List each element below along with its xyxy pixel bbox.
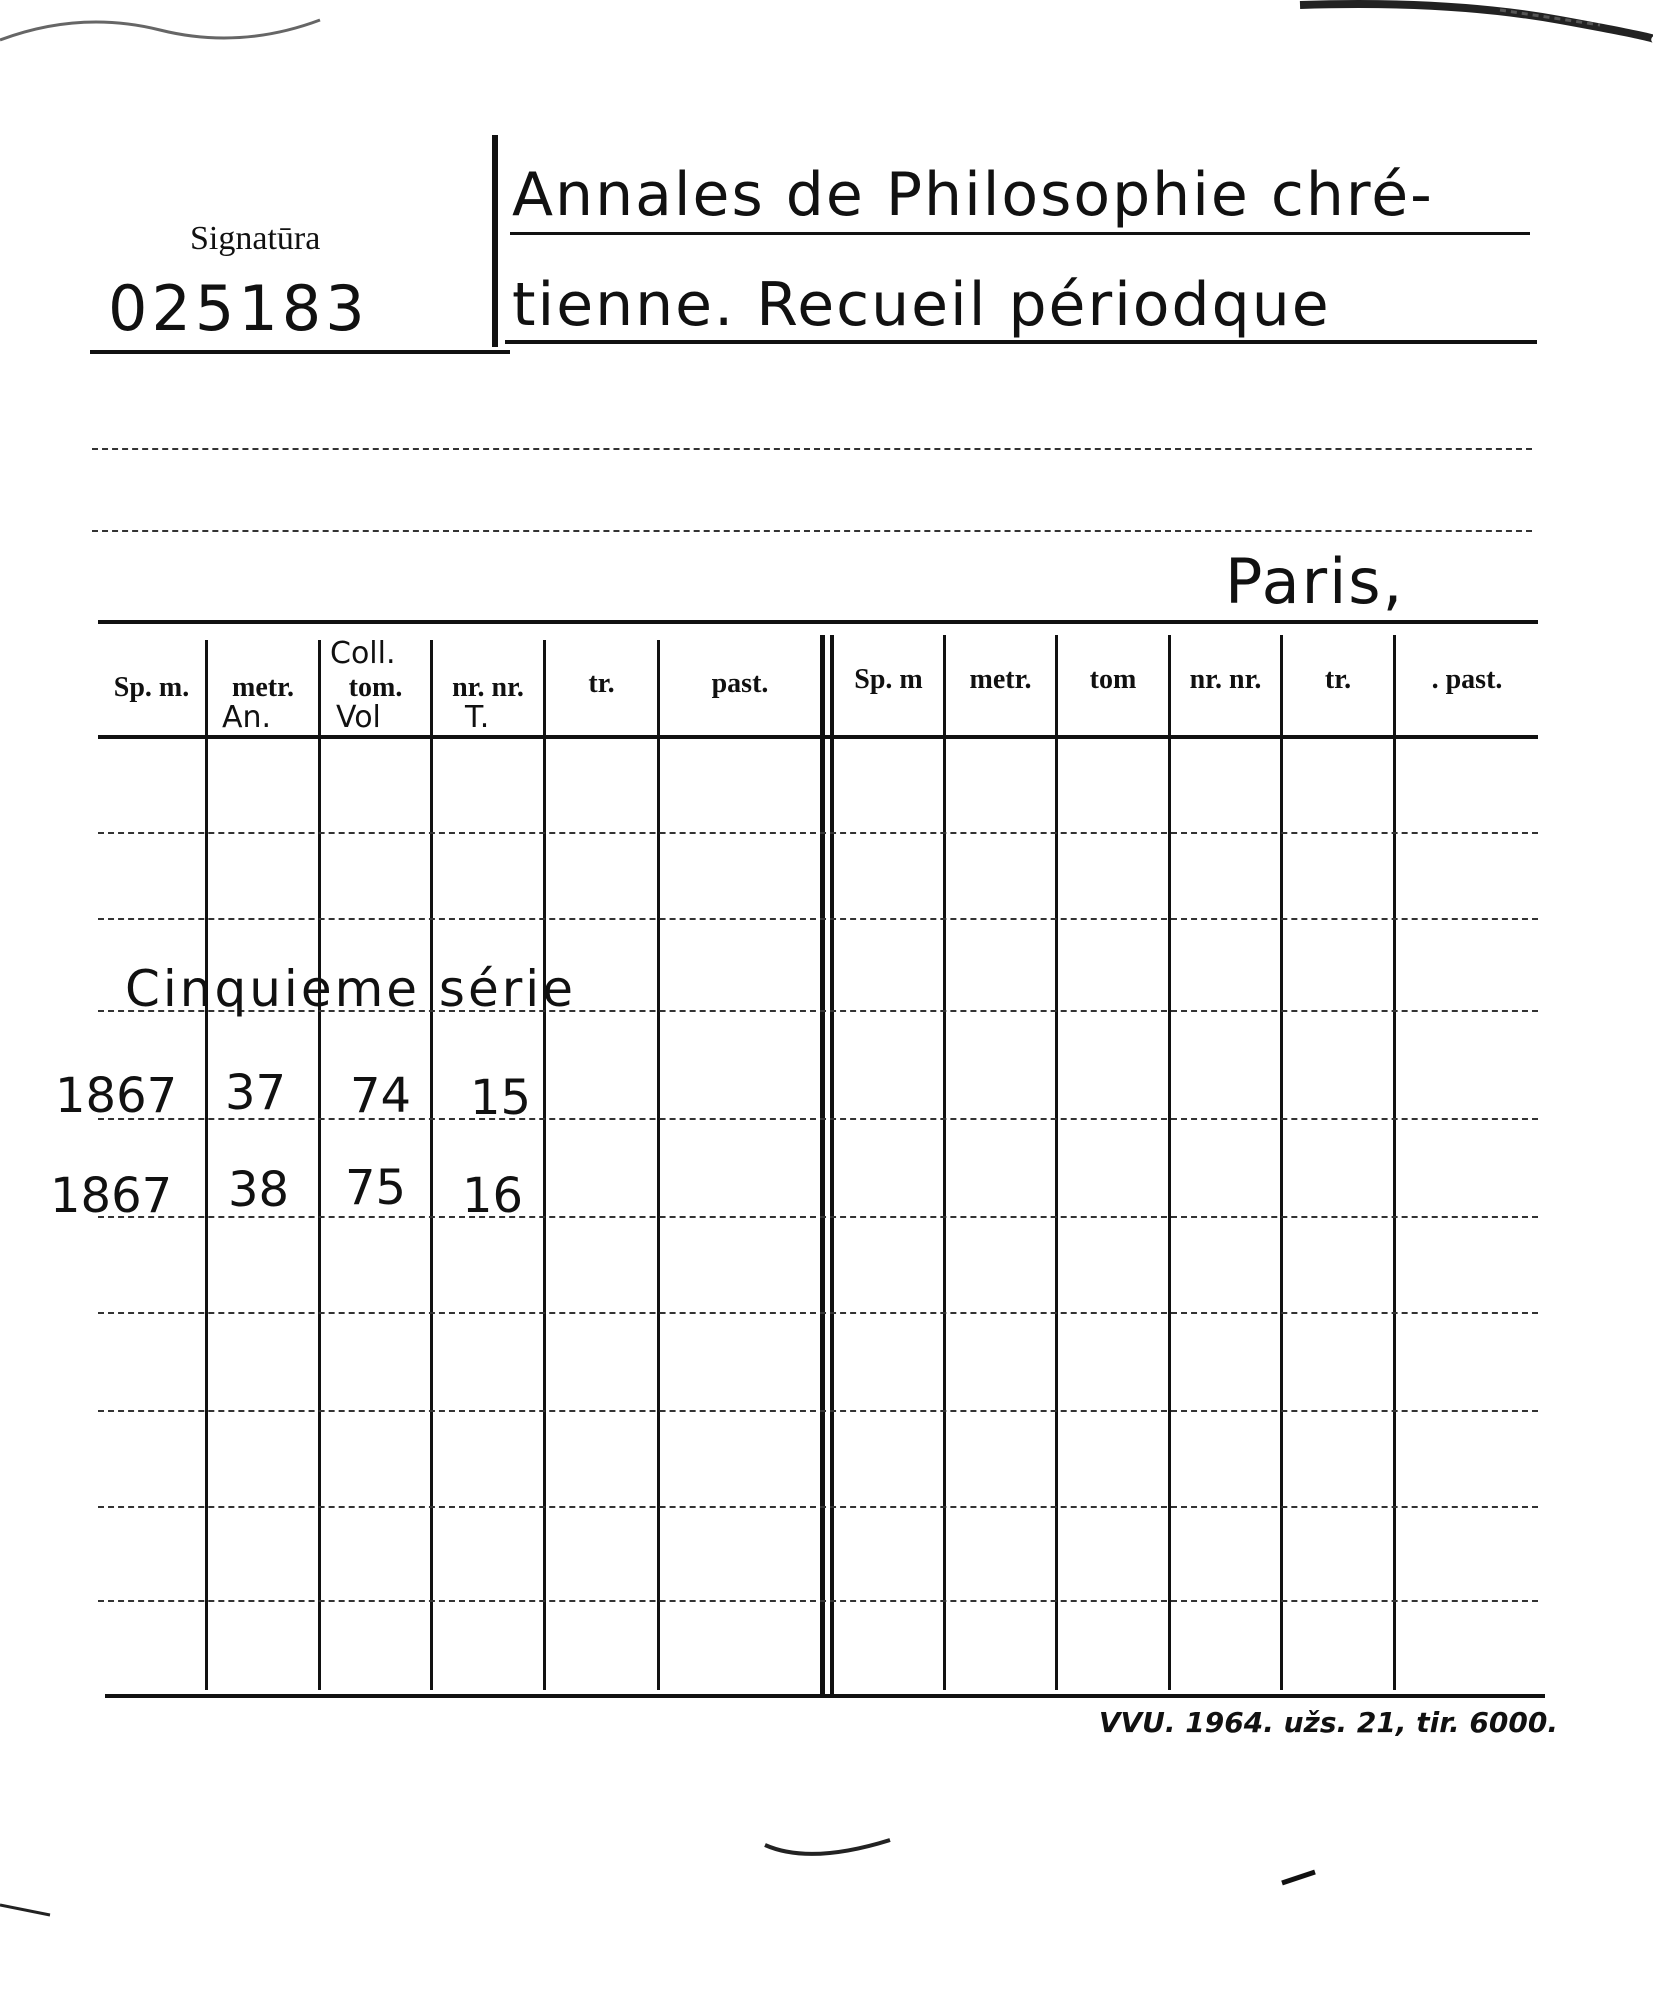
col-sub-vol: Vol bbox=[336, 700, 381, 735]
cell-an: 37 bbox=[225, 1065, 287, 1121]
table-header-bottom-border bbox=[98, 735, 1538, 739]
column-divider bbox=[1393, 635, 1396, 1690]
col-header-tom: tom. bbox=[348, 672, 403, 703]
cell-year: 1867 bbox=[50, 1168, 173, 1224]
row-line bbox=[98, 1600, 1538, 1602]
scan-mark-decoration bbox=[1280, 1868, 1320, 1888]
title-line-1-underline bbox=[510, 232, 1530, 235]
col-sub-t: T. bbox=[465, 700, 490, 735]
middle-divider bbox=[820, 635, 825, 1695]
scan-mark-decoration bbox=[760, 1830, 900, 1870]
cell-year: 1867 bbox=[55, 1068, 178, 1124]
table-bottom-border bbox=[105, 1694, 1545, 1698]
col-header-tr: tr. bbox=[588, 668, 615, 699]
col-header-sp-m-right: Sp. m bbox=[854, 664, 923, 695]
column-divider bbox=[430, 640, 433, 1690]
column-divider bbox=[657, 640, 660, 1690]
table-top-border bbox=[98, 620, 1538, 624]
row-line bbox=[98, 1118, 1538, 1120]
col-header-tom-right: tom bbox=[1089, 664, 1137, 695]
middle-divider bbox=[830, 635, 834, 1695]
col-header-tr-right: tr. bbox=[1324, 664, 1352, 695]
scan-mark-decoration bbox=[0, 1895, 60, 1925]
column-divider bbox=[1168, 635, 1171, 1690]
col-header-metr-right: metr. bbox=[969, 664, 1032, 695]
cell-an: 38 bbox=[228, 1162, 290, 1218]
cell-vol: 75 bbox=[345, 1160, 407, 1216]
row-line bbox=[98, 832, 1538, 834]
blank-line bbox=[92, 448, 1532, 450]
column-divider bbox=[1280, 635, 1283, 1690]
row-line bbox=[98, 1410, 1538, 1412]
cell-t: 16 bbox=[462, 1168, 524, 1224]
scan-edge-decoration bbox=[0, 0, 1653, 70]
col-header-nr-nr: nr. nr. bbox=[452, 672, 524, 703]
publication-place: Paris, bbox=[1225, 545, 1405, 618]
col-header-nr-nr-right: nr. nr. bbox=[1189, 664, 1262, 695]
row-line bbox=[98, 1312, 1538, 1314]
col-above-coll: Coll. bbox=[330, 636, 396, 671]
col-header-past: past. bbox=[711, 668, 769, 699]
signature-underline bbox=[90, 350, 510, 354]
cell-vol: 74 bbox=[350, 1068, 412, 1124]
column-divider bbox=[1055, 635, 1058, 1690]
row-line bbox=[98, 918, 1538, 920]
col-header-metr: metr. bbox=[232, 672, 294, 703]
cell-t: 15 bbox=[470, 1070, 532, 1126]
row-line bbox=[98, 1506, 1538, 1508]
header-divider bbox=[492, 135, 498, 347]
signature-label: Signatūra bbox=[190, 220, 321, 257]
signature-value: 025183 bbox=[108, 272, 369, 345]
column-divider bbox=[943, 635, 946, 1690]
column-divider bbox=[318, 640, 321, 1690]
col-sub-an: An. bbox=[222, 700, 272, 735]
column-divider bbox=[543, 640, 546, 1690]
col-header-past-right: . past. bbox=[1431, 664, 1503, 695]
title-line-1: Annales de Philosophie chré- bbox=[512, 160, 1434, 230]
column-divider bbox=[205, 640, 208, 1690]
title-line-2: tienne. Recueil périodque bbox=[512, 270, 1331, 340]
series-label: Cinquieme série bbox=[125, 960, 576, 1018]
col-header-sp-m: Sp. m. bbox=[113, 672, 190, 703]
printer-imprint: VVU. 1964. užs. 21, tir. 6000. bbox=[1098, 1706, 1558, 1739]
row-line bbox=[98, 1216, 1538, 1218]
title-line-2-underline bbox=[505, 340, 1537, 344]
blank-line bbox=[92, 530, 1532, 532]
